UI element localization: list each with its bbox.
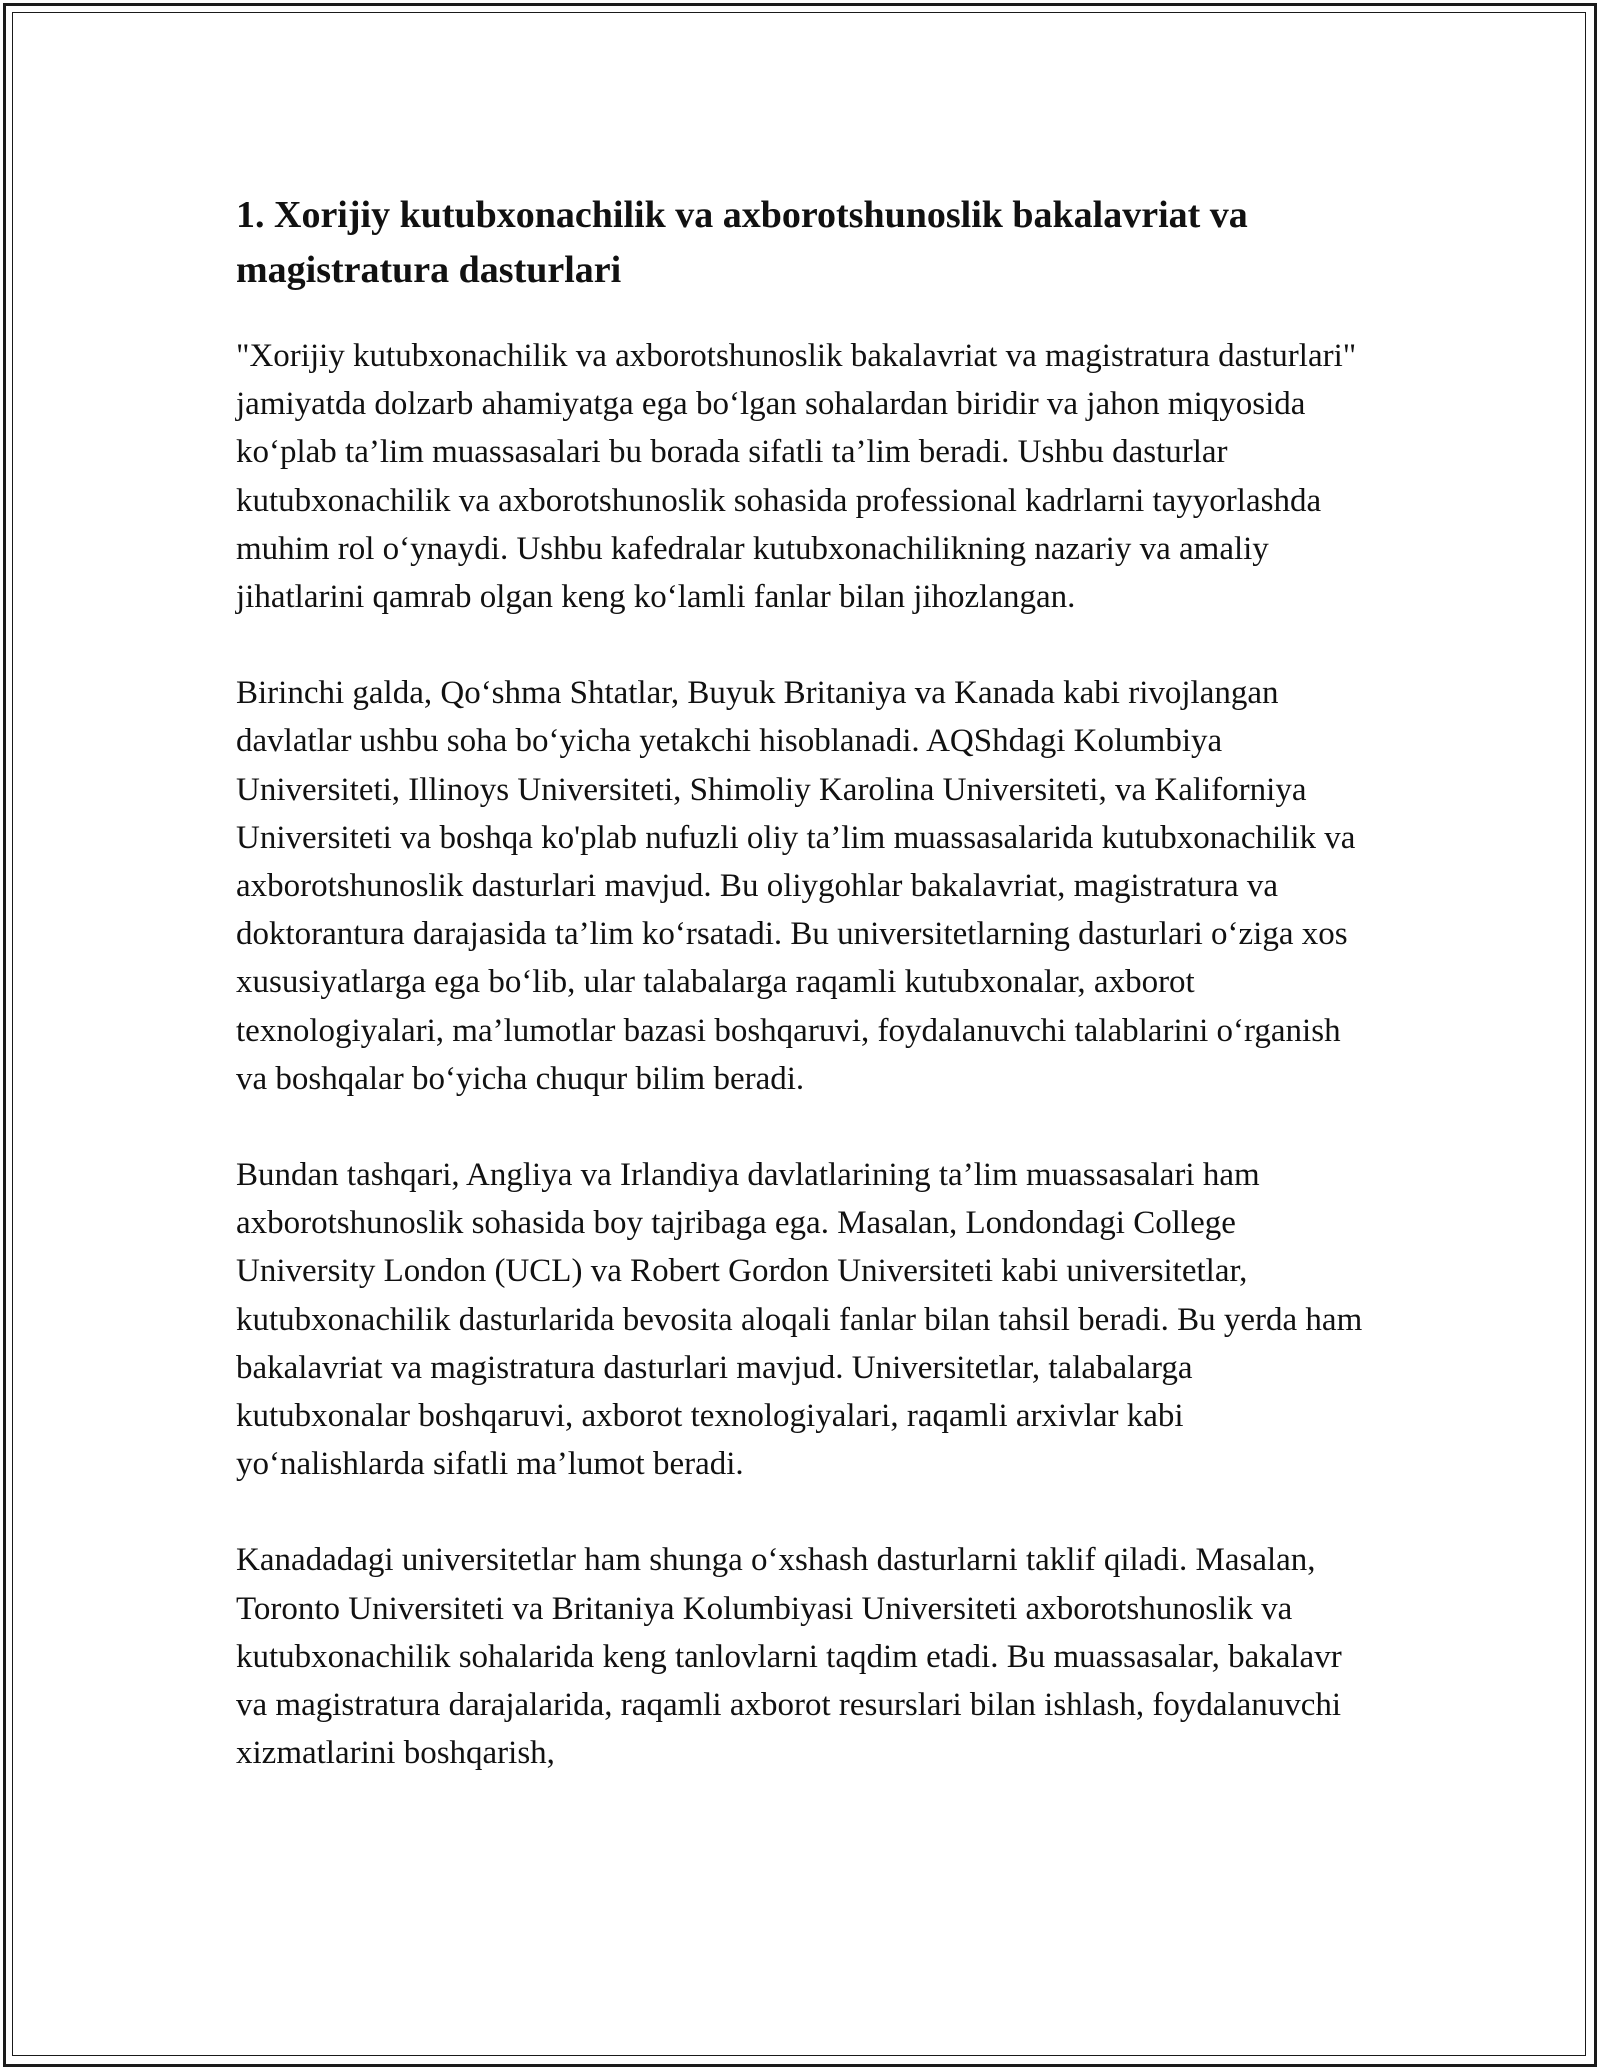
paragraph-intro: "Xorijiy kutubxonachilik va axborotshunoslik bakalavriat va magistratura dasturlari" jamiyatda dolzarb ahamiyatga ega bo‘lgan sohalardan biridir va jahon miqyosida ko‘plab ta’lim muassasalari bu borada sifatli ta’lim beradi. Ushbu dasturlar kutubxonachilik va axborotshunoslik sohasida professional kadrlarni tayyorlashda muhim rol o‘ynaydi. Ushbu kafedralar kutubxonachilikning nazariy va amaliy jihatlarini qamrab olgan keng ko‘lamli fanlar bilan jihozlangan. [236,338,1357,616]
paragraph-usa-programs: Birinchi galda, Qo‘shma Shtatlar, Buyuk Britaniya va Kanada kabi rivojlangan davlatlar ushbu soha bo‘yicha yetakchi hisoblanadi. AQShdagi Kolumbiya Universiteti, Illinoys Universiteti, Shimoliy Karolina Universiteti, va Kaliforniya Universiteti va boshqa ko'plab nufuzli oliy ta’lim muassasalarida kutubxonachilik va axborotshunoslik dasturlari mavjud. Bu oliygohlar bakalavriat, magistratura va doktorantura darajasida ta’lim ko‘rsatadi. Bu universitetlarning dasturlari o‘ziga xos xususiyatlarga ega bo‘lib, ular talabalarga raqamli kutubxonalar, axborot texnologiyalari, ma’lumotlar bazasi boshqaruvi, foydalanuvchi talablarini o‘rganish va boshqalar bo‘yicha chuqur bilim beradi. [236,675,1356,1097]
document-body [236,188,1366,1825]
paragraph-uk-ireland-programs: Bundan tashqari, Angliya va Irlandiya davlatlarining ta’lim muassasalari ham axborotshunoslik sohasida boy tajribaga ega. Masalan, Londondagi College University London (UCL) va Robert Gordon Universiteti kabi universitetlar, kutubxonachilik dasturlarida bevosita aloqali fanlar bilan tahsil beradi. Bu yerda ham bakalavriat va magistratura dasturlari mavjud. Universitetlar, talabalarga kutubxonalar boshqaruvi, axborot texnologiyalari, raqamli arxivlar kabi yo‘nalishlarda sifatli ma’lumot beradi. [236,1157,1363,1483]
paragraph-canada-programs: Kanadadagi universitetlar ham shunga o‘xshash dasturlarni taklif qiladi. Masalan, Toronto Universiteti va Britaniya Kolumbiyasi Universiteti axborotshunoslik va kutubxonachilik sohalarida keng tanlovlarni taqdim etadi. Bu muassasalar, bakalavr va magistratura darajalarida, raqamli axborot resurslari bilan ishlash, foydalanuvchi xizmatlarini boshqarish, [236,1542,1342,1772]
section-heading: 1. Xorijiy kutubxonachilik va axborotshunoslik bakalavriat va magistratura dasturlari [236,194,1248,291]
